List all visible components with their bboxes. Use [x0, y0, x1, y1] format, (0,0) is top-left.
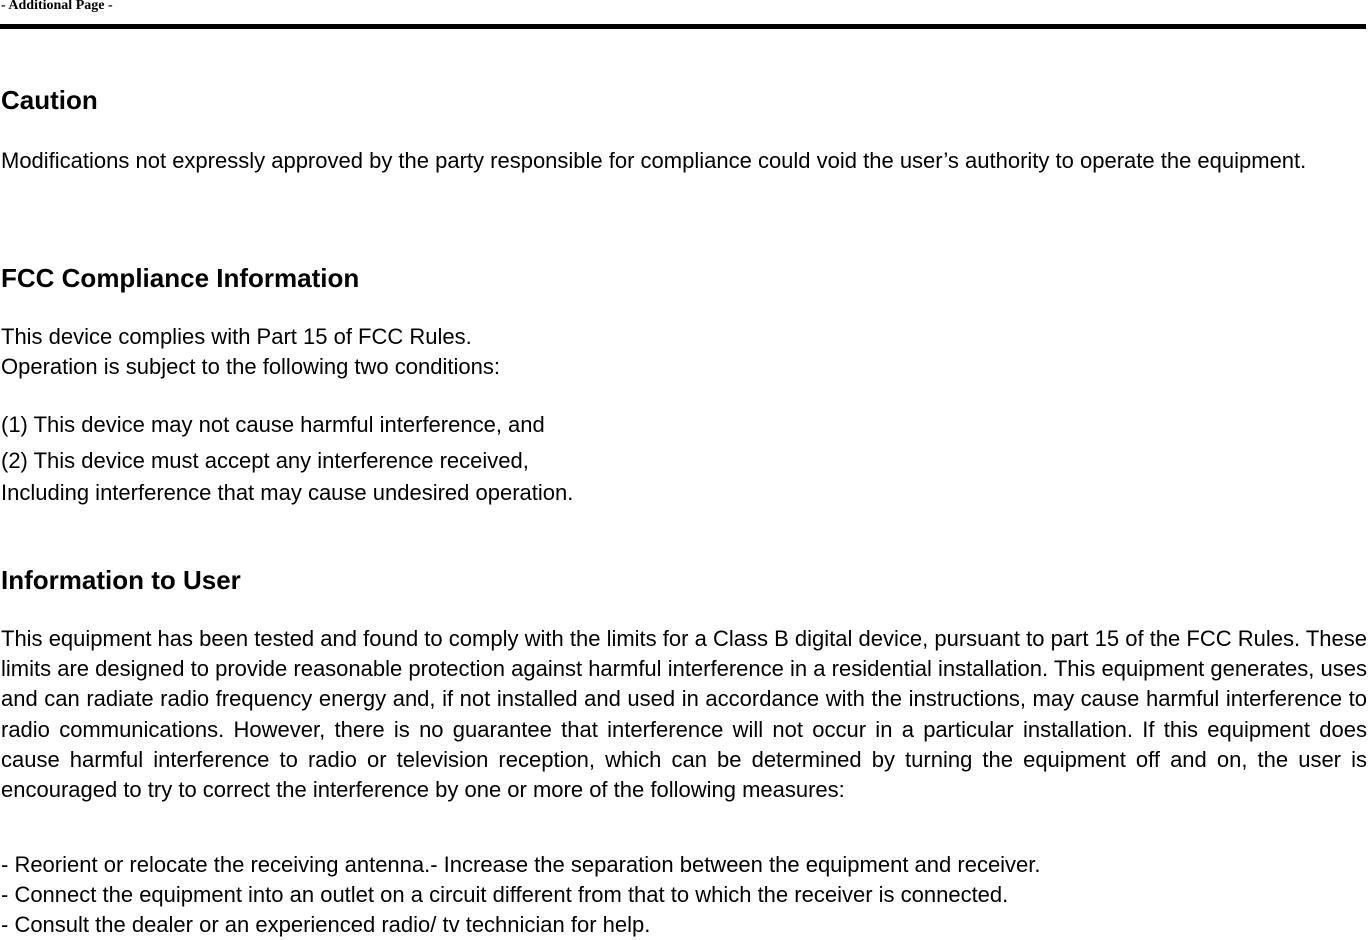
caution-heading: Caution — [1, 85, 98, 115]
measure-3: - Consult the dealer or an experienced radio/ tv technician for help. — [1, 912, 651, 937]
header-divider — [0, 24, 1366, 29]
measure-2: - Connect the equipment into an outlet on a circuit different from that to which the receiver is connected. — [1, 882, 1009, 907]
fcc-condition-1: (1) This device may not cause harmful interference, and — [1, 412, 545, 437]
info-user-heading: Information to User — [1, 565, 241, 595]
caution-text: Modifications not expressly approved by the party responsible for compliance could void the user’s authority to operate the equipment. — [1, 148, 1307, 173]
fcc-condition-2-cont: Including interference that may cause undesired operation. — [1, 480, 574, 505]
info-user-text: This equipment has been tested and found to comply with the limits for a Class B digital device, pursuant to part 15 of the FCC Rules. These limits are designed to provide reasonable protection against harmful interference in a residential installation. This equipment generates, uses and can radiate radio frequency energy and, if not installed and used in accordance with the instructions, may cause harmful interference to radio communications. However, there is no guarantee that interference will not occur in a particular installation. If this equipment does cause harmful interference to radio or television reception, which can be determined by turning the equipment off and on, the user is encouraged to try to correct the interference by one or more of the following measures: — [1, 626, 1367, 803]
fcc-heading: FCC Compliance Information — [1, 263, 360, 293]
page-header: - Additional Page - — [1, 0, 113, 13]
measure-1: - Reorient or relocate the receiving antenna.- Increase the separation between the equipment and receiver. — [1, 852, 1041, 877]
fcc-line-1: This device complies with Part 15 of FCC Rules. — [1, 324, 472, 349]
fcc-line-2: Operation is subject to the following two conditions: — [1, 354, 500, 379]
fcc-condition-2: (2) This device must accept any interference received, — [1, 448, 529, 473]
